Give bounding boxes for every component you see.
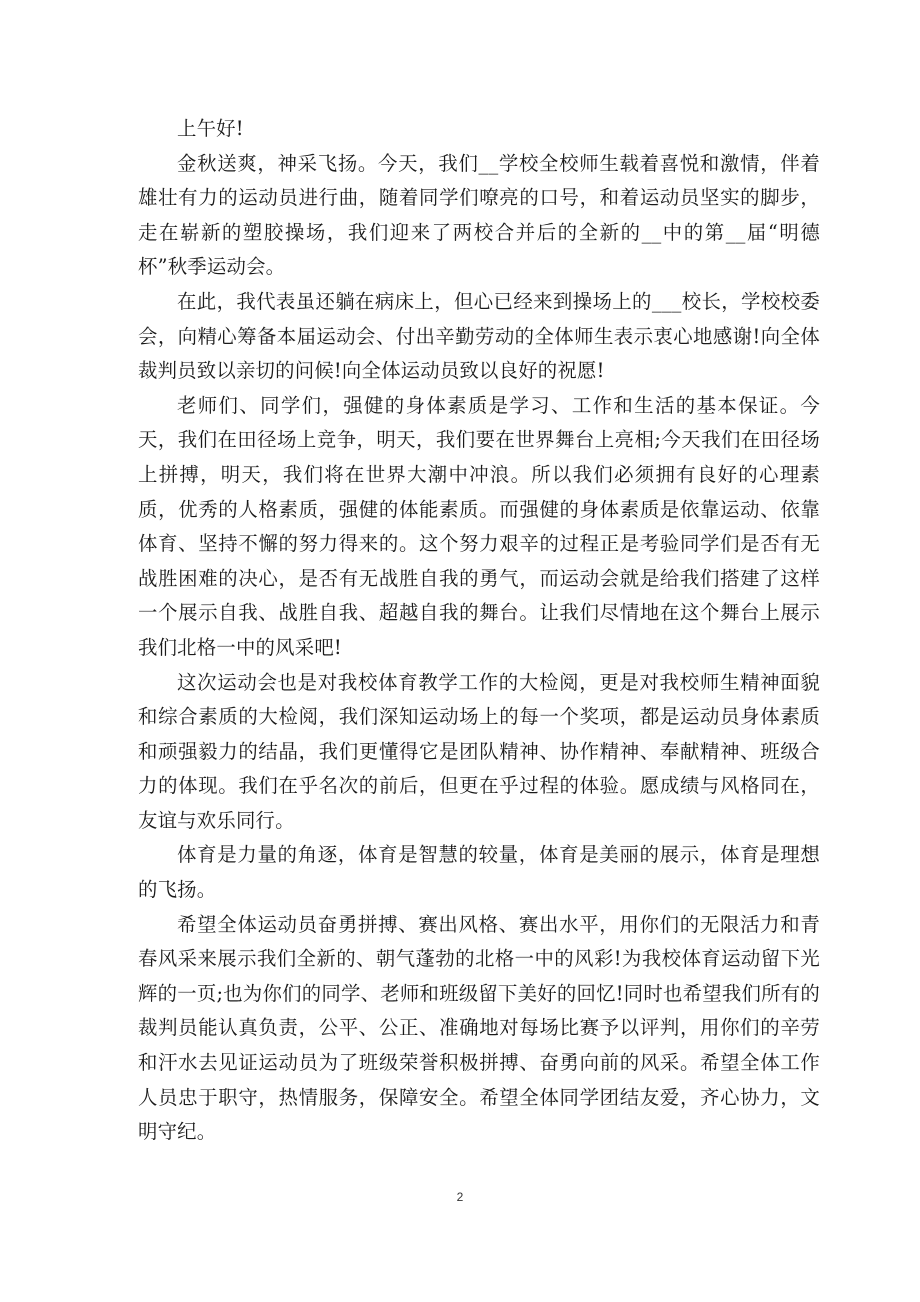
thanks-paragraph: 在此，我代表虽还躺在病床上，但心已经来到操场上的___校长，学校校委会，向精心筹备本届运动会、付出辛勤劳动的全体师生表示衷心地感谢!向全体裁判员致以亲切的问候!向全体运动员致以良好的祝愿! <box>138 289 820 383</box>
page-number: 2 <box>456 1190 464 1204</box>
opening-paragraph: 金秋送爽，神采飞扬。今天，我们__学校全校师生载着喜悦和激情，伴着雄壮有力的运动员进行曲，随着同学们嘹亮的口号，和着运动员坚实的脚步，走在崭新的塑胶操场，我们迎来了两校合并后的全新的__中的第__届“明德杯”秋季运动会。 <box>138 151 820 279</box>
hopes-paragraph: 希望全体运动员奋勇拼搏、赛出风格、赛出水平，用你们的无限活力和青春风采来展示我们全新的、朝气蓬勃的北格一中的风彩!为我校体育运动留下光辉的一页;也为你们的同学、老师和班级留下美好的回忆!同时也希望我们所有的裁判员能认真负责，公平、公正、准确地对每场比赛予以评判，用你们的辛劳和汗水去见证运动员为了班级荣誉积极拼搏、奋勇向前的风采。希望全体工作人员忠于职守，热情服务，保障安全。希望全体同学团结友爱，齐心协力，文明守纪。 <box>138 912 820 1144</box>
fitness-paragraph: 老师们、同学们，强健的身体素质是学习、工作和生活的基本保证。今天，我们在田径场上竞争，明天，我们要在世界舞台上亮相;今天我们在田径场上拼搏，明天，我们将在世界大潮中冲浪。所以我们必须拥有良好的心理素质，优秀的人格素质，强健的体能素质。而强健的身体素质是依靠运动、依靠体育、坚持不懈的努力得来的。这个努力艰辛的过程正是考验同学们是否有无战胜困难的决心，是否有无战胜自我的勇气，而运动会就是给我们搭建了这样一个展示自我、战胜自我、超越自我的舞台。让我们尽情地在这个舞台上展示我们北格一中的风采吧! <box>138 393 820 659</box>
sports-spirit-paragraph: 体育是力量的角逐，体育是智慧的较量，体育是美丽的展示，体育是理想的飞扬。 <box>138 843 820 902</box>
document-body <box>138 112 820 1150</box>
review-paragraph: 这次运动会也是对我校体育教学工作的大检阅，更是对我校师生精神面貌和综合素质的大检阅，我们深知运动场上的每一个奖项，都是运动员身体素质和顽强毅力的结晶，我们更懂得它是团队精神、协作精神、奉献精神、班级合力的体现。我们在乎名次的前后，但更在乎过程的体验。愿成绩与风格同在，友谊与欢乐同行。 <box>138 670 820 832</box>
greeting-paragraph: 上午好! <box>177 117 244 140</box>
